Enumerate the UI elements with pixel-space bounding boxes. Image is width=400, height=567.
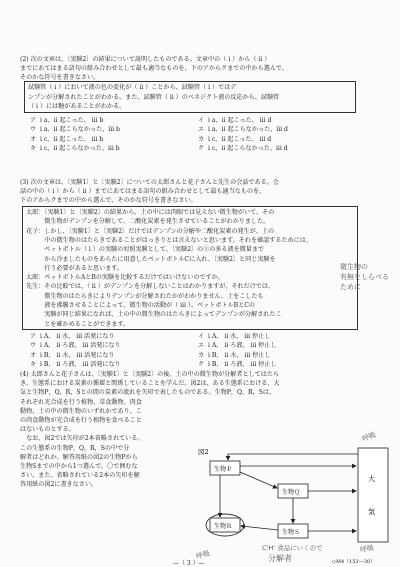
q4-line: の肉食動物が光合成を行う植物を食べること (20, 417, 142, 424)
choice-letter: ア (30, 333, 37, 340)
choice-text: ⅰ a、ⅱ 起こった、 ⅲ b (40, 117, 104, 124)
q4-line: き、生態系における炭素の循環と関係していることを学んだ。図2は、ある生態系における、大 (20, 380, 280, 388)
q2-box-line: ンプンが分解されたことがわかる。また、試験管（ ⅱ ）のベネジクト液の反応から、試験管 (28, 93, 280, 101)
arrow-air-to-p (228, 454, 358, 460)
choice-letter: キ (30, 360, 37, 368)
handwritten-note-respiration-3: 呼吸 (359, 543, 375, 555)
q3-box-line: 実験が同じ結果になれば、土の中の微生物のはたらきによってデンプンが分解されたこ (26, 311, 282, 319)
q3-box-line: とを確かめることができます。 (26, 320, 130, 328)
choice-letter: ク (198, 144, 205, 152)
choice-letter: エ (198, 126, 205, 134)
handwritten-note-decomposer: 分解者 (268, 554, 292, 563)
q2-box-line: （ ⅰ ）には糖があることがわかる。 (28, 103, 126, 110)
choice-text: ⅰ A、 ⅱ ろ液、 ⅲ 停止し (208, 342, 277, 350)
atmosphere-label-2: 気 (368, 508, 375, 516)
page-number: —（ 3 ）— (173, 560, 205, 567)
q4-line: 解者はどれか。解答用紙の図2の生物Pから (20, 453, 138, 461)
q4-line: なお、図2では矢印が2本省略されている。 (20, 435, 144, 443)
q2-line: (2) 次の文章は、〔実験2〕の結果について説明したものである。文章中の（ ⅰ ）から（ ⅱ ） (20, 56, 271, 63)
q4-line: さい。また、省略されている2本の矢印を解 (20, 472, 140, 480)
q2-line: そのかな符号を書きなさい。 (20, 74, 100, 81)
choice-text: ⅰ A、 ⅱ 水、 ⅲ 停止し (208, 333, 271, 340)
choice-text: ⅰ B、 ⅱ ろ液、 ⅲ 停止し (208, 360, 277, 368)
q3-box-line: 微生物がデンプンを分解して、二酸化炭素を発生させていることがわかりました。 (26, 218, 270, 226)
choice-text: ⅰ c、ⅱ 起こらなかった、ⅲ b (40, 144, 120, 152)
q3-box-line: ペットボトル（ ⅰ ）の実験の対照実験として、〔実験2〕の①の多る液を微量まで (26, 246, 265, 254)
q4-line: (4) 太郎さんと花子さんは、〔実験1〕と〔実験2〕の後、土の中の微生物が分解者としてはたら (20, 371, 280, 378)
choice-text: ⅰ c、ⅱ 起こった、 ⅲ d (208, 135, 272, 143)
choice-text: ⅰ a、ⅱ 起こらなかった、ⅲ d (208, 126, 288, 134)
handwritten-note-respiration-1: 呼吸 (361, 430, 377, 444)
q3-box-line: 微生物のはたらきによりデンプンが分解されたかがわかりません。土をこしたも (26, 292, 264, 300)
choice-letter: オ (30, 135, 37, 143)
choice-letter: キ (30, 144, 37, 152)
q3-box-line: 中の微生物のはたらきであることがはっきりとは言えないと思います。それを確認するためには、 (26, 236, 312, 244)
q3-box-line: 液を沸騰させることによって、微生物の活動が（ ⅲ ）。ペットボトルBとCの (26, 302, 255, 309)
q4-line: 答用紙の図2に書きなさい。 (20, 481, 98, 489)
q3-line: 話の中の（ ⅰ ）から（ ⅱ ）までにあてはまる語句の組み合わせとして最も適当なものを、 (20, 188, 266, 195)
carbon-cycle-diagram (198, 446, 390, 544)
q4-line: 動物、土の中の微生物のいずれかであり、こ (20, 407, 142, 415)
margin-note-line: 有無をしらべる (340, 273, 389, 281)
choice-text: ⅰ B、 ⅱ 水、 ⅲ 活発になり (40, 351, 115, 359)
organism-r-label: 生物Ｒ (214, 523, 233, 530)
choice-text: ⅰ B、 ⅱ ろ液、 ⅲ 活発になり (40, 360, 121, 368)
q3-box-line: 太郎：ペットボトルAとBの実験を比較するだけではいけないのですか。 (26, 274, 224, 282)
choice-letter: ク (198, 360, 205, 368)
margin-note-line: 微生物の (340, 263, 368, 271)
q3-line: (3) 次の文章は、〔実験1〕と〔実験2〕についての太郎さんと花子さんと先生の会話である。会 (20, 179, 279, 186)
handwritten-note-respiration-2: 呼吸 (195, 549, 211, 561)
choice-letter: イ (198, 333, 205, 340)
q3-box-line: 花子：しかし、〔実験1〕と〔実験2〕だけではデンプンの分解や二酸化炭素の発生が、土の (26, 227, 275, 235)
handwritten-note-carbon: C'H' 食品にいくので (262, 544, 323, 552)
arrow-p-to-q (240, 472, 277, 488)
atmosphere-box (358, 448, 388, 542)
choice-text: ⅰ A、 ⅱ ろ液、 ⅲ 活発になり (40, 342, 121, 350)
q2-box-line: 試験管（ ⅰ ）において液の色の変化が（ ⅱ ）ことから、試験管（ ⅰ ）ではデ (28, 84, 237, 91)
margin-note-line: ために (340, 283, 361, 291)
choice-letter: カ (198, 135, 205, 143)
choice-letter: オ (30, 351, 37, 359)
atmosphere-label-1: 大 (368, 475, 375, 483)
arrow-s-to-r (241, 526, 278, 530)
choice-text: ⅰ B、 ⅱ 水、 ⅲ 停止し (208, 351, 271, 359)
choice-letter: ア (30, 117, 37, 124)
choice-letter: エ (198, 342, 205, 350)
choice-letter: イ (198, 117, 205, 124)
choice-text: ⅰ c、ⅱ 起こった、 ⅲ b (40, 135, 104, 143)
q4-line: この生態系の生物P，Q，R，Sの中で分 (20, 444, 130, 452)
choice-letter: カ (198, 351, 205, 359)
q4-line: 生物Sまでの中から1つ選んで、〇で囲むな (20, 463, 138, 470)
choice-text: ⅰ a、ⅱ 起こった、 ⅲ d (208, 117, 272, 124)
choice-text: ⅰ c、ⅱ 起こらなかった、ⅲ d (208, 144, 288, 152)
q4-line: 気と生物P，Q，R，Sとの間の炭素の流れを矢印で表したものである。生物P，Q，R，Sは、 (20, 389, 276, 397)
choice-text: ⅰ A、 ⅱ 水、 ⅲ 活発になり (40, 333, 115, 340)
figure-label: 図2 (198, 448, 209, 456)
page-code: ◇M4（153—30） (332, 559, 376, 565)
q4-line: はないものとする。 (20, 426, 75, 434)
q2-line: までにあてはまる語句の組み合わせとして最も適当なものを、下のアからクまでの中から選んで、 (20, 65, 289, 72)
choice-text: ⅰ a、ⅱ 起こらなかった、ⅲ b (40, 126, 120, 134)
q3-line: 下のアからクまでの中から選んで、そのかな符号を書きなさい。 (20, 197, 197, 204)
q3-box-line: 先生：その比較では、（ ⅱ ）がデンプンを分解しないことはわかりますが、それだけでは、 (26, 283, 275, 291)
organism-s-label: 生物Ｓ (282, 529, 301, 536)
choice-letter: ウ (30, 342, 37, 350)
q3-box-line: 太郎：〔実験1〕と〔実験2〕の結果から、土の中には肉眼では見えない微生物がいて、その (26, 209, 275, 216)
organism-q-label: 生物Ｑ (282, 489, 301, 496)
q3-box-line: 行う必要があると思います。 (26, 264, 124, 272)
choice-letter: ウ (30, 126, 37, 134)
q4-line: それぞれ光合成を行う植物、草食動物、肉食 (20, 398, 142, 406)
q3-box-line: から冷ましたものをあらたに用意したペットボトルCに入れ、〔実験2〕と同じ実験を (26, 255, 276, 263)
organism-p-label: 生物Ｐ (214, 466, 233, 473)
